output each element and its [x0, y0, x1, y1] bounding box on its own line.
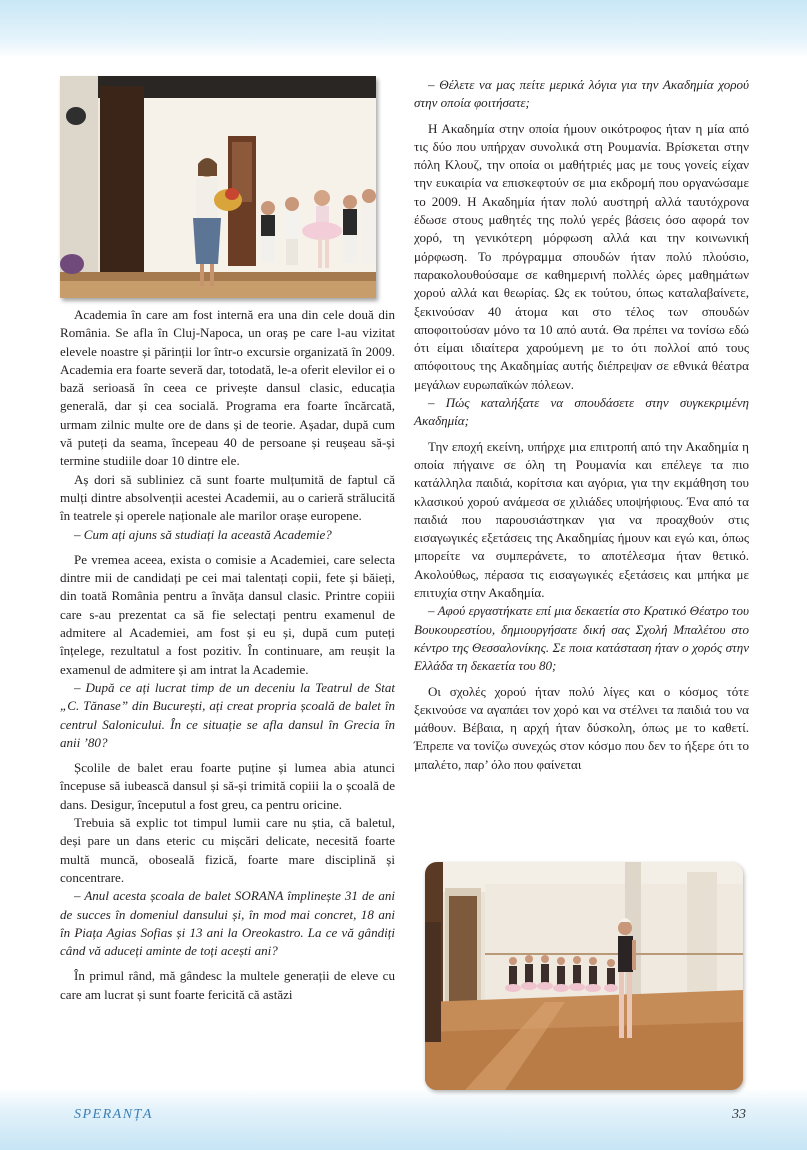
- interview-question: – Θέλετε να μας πείτε μερικά λόγια για την Ακαδημία χορού στην οποία φοιτήσατε;: [414, 77, 749, 111]
- paragraph: Școlile de balet erau foarte puține și lumea abia atunci începuse să iubească dansul și să-și trimită copiii la o școală de dans. Desigur, începutul a fost greu, ca pentru oricine.: [60, 760, 395, 812]
- paragraph: Οι σχολές χορού ήταν πολύ λίγες και ο κόσμος τότε ξεκινούσε να αγαπάει τον χορό και να στέλνει τα παιδιά του να μάθουν. Βέβαια, η αρχή ήταν δύσκολη, όπως με το καθετί. Έπρεπε να τονίζω συνεχώς στον κόσμο που δεν το ήξερε ότι το μπαλέτο, παρ’ όλο που φαίνεται: [414, 683, 749, 772]
- paragraph: Την εποχή εκείνη, υπήρχε μια επιτροπή από την Ακαδημία η οποία πήγαινε σε όλη τη Ρουμανία και επέλεγε τα πιο κατάλληλα παιδιά, κορίτσια και αγόρια, για την εκμάθηση του κλασικού χορού ανάμεσα σε χιλιάδες υποψήφιους. Ένα από τα παιδιά που παρουσιάστηκαν για να προαχθούν στις εισαγωγικές εξετάσεις της Ακαδημίας ήμουν και εγώ και, όπως μπορείτε να συμπεράνετε, το αποτέλεσμα ήταν θετικό. Ακολούθως, πέρασα τις εισαγωγικές εξετάσεις και μπήκα με επιτυχία στην Ακαδημία.: [414, 438, 749, 601]
- paragraph: Academia în care am fost internă era una din cele două din România. Se afla în Cluj-Napoca, un oraș pe care l-au vizitat elevele noastre și părinții lor într-o excursie organizată în 2009. Academia era foarte severă dar, totodată, le-a oferit elevilor ei o bază serioasă în ceea ce privește dansul clasic, educația generală, dar și cea socială. Programa era foarte încărcată, urmam zilnic multe ore de dans și de teorie. Așadar, după cum vă puteți da seama, începeau 40 de persoane și reușeau să-și termine studiile doar 10 dintre ele.: [60, 307, 395, 469]
- paragraph: Aș dori să subliniez că sunt foarte mulțumită de faptul că mulți dintre absolvenții acestei Academii, au o carieră strălucită în teatrele și operele naționale ale marilor orașe europene.: [60, 471, 395, 524]
- magazine-name: SPERANȚA: [74, 1107, 153, 1122]
- interview-question: – Πώς καταλήξατε να σπουδάσετε στην συγκεκριμένη Ακαδημία;: [414, 395, 749, 429]
- stage-photo-illustration: [60, 76, 376, 298]
- left-column: [60, 76, 395, 1004]
- paragraph: În primul rând, mă gândesc la multele generații de eleve cu care am lucrat și sunt foarte fericită că astăzi: [60, 968, 395, 1002]
- paragraph: Pe vremea aceea, exista o comisie a Academiei, care selecta dintre mii de candidați pe cei mai talentați copii, fete și băieți, din toată România pentru a învăța dansul clasic. Printre copiii care s-au prezentat ca să fie selectați pentru examenul de admitere al Academiei, am fost și eu și, după cum puteți înțelege, rezultatul a fost pozitiv. În continuare, am reușit la examenul de admitere și am intrat la Academie.: [60, 551, 395, 677]
- paragraph: Trebuia să explic tot timpul lumii care nu știa, că baletul, deși pare un dans eteric cu mișcări delicate, necesită foarte multă muncă, oboseală fizică, foarte mare disciplină și concentrare.: [60, 815, 395, 885]
- header-band: [0, 0, 807, 58]
- stage-performance-photo: [60, 76, 376, 298]
- ballet-studio-photo: [425, 862, 743, 1090]
- interview-question: – Cum ați ajuns să studiați la această Academie?: [74, 526, 332, 542]
- interview-question: – După ce ați lucrat timp de un deceniu la Teatrul de Stat „C. Tănase” din București, ați creat propria școală de balet în centrul Salonicului. În ce situație se afla dansul în Grecia în anii ’80?: [60, 679, 395, 750]
- interview-question: – Αφού εργαστήκατε επί μια δεκαετία στο Κρατικό Θέατρο του Βουκουρεστίου, δημιουργήσατε δική σας Σχολή Μπαλέτου στο κέντρο της Θεσσαλονίκης. Σε ποια κατάσταση ήταν ο χορός στην Ελλάδα τη δεκαετία του 80;: [414, 603, 749, 674]
- paragraph: Η Ακαδημία στην οποία ήμουν οικότροφος ήταν η μία από τις δύο που υπήρχαν συνολικά στη Ρουμανία. Βρίσκεται στην πόλη Κλουζ, την οποία οι μαθήτριές μας με τους γονείς είχαν την ευκαιρία να επισκεφτούν σε μια εκδρομή που οργανώσαμε το 2009. Η Ακαδημία ήταν πολύ αυστηρή αλλά ταυτόχρονα έδωσε στους μαθητές της πολύ γερές βάσεις όσο αφορά τον χορό, τη γενικότερη μόρφωση αλλά και την κοινωνική μόρφωση. Το πρόγραμμα σπουδών ήταν πολύ πλούσιο, παρακολουθούσαμε σε καθημερινή πολλές ώρες μαθημάτων χορού αλλά και θεωρίας. Ως εκ τούτου, όπως καταλαβαίνετε, ξεκινούσαν 40 άτομα και στο τέλος των σπουδών αποφοιτούσαν μόνο τα 10 από αυτά. Θα πρέπει να τονίσω εδώ ότι είμαι ιδιαίτερα χαρούμενη με το ότι πολλοί από τους απόφοιτους της Ακαδημίας αυτής διέπρεψαν σε εθνικά θέατρα μεγάλων ευρωπαϊκών πόλεων.: [414, 120, 749, 392]
- studio-photo-illustration: [425, 862, 743, 1090]
- interview-question: – Anul acesta școala de balet SORANA împlinește 31 de ani de succes în domeniul dansului și, în mod mai concret, 18 ani în Piața Agias Sofias și 13 ani la Oreokastro. La ce vă gândiți când vă aduceți aminte de toți acești ani?: [60, 888, 395, 959]
- page-number: 33: [732, 1107, 746, 1122]
- right-column: [414, 76, 749, 774]
